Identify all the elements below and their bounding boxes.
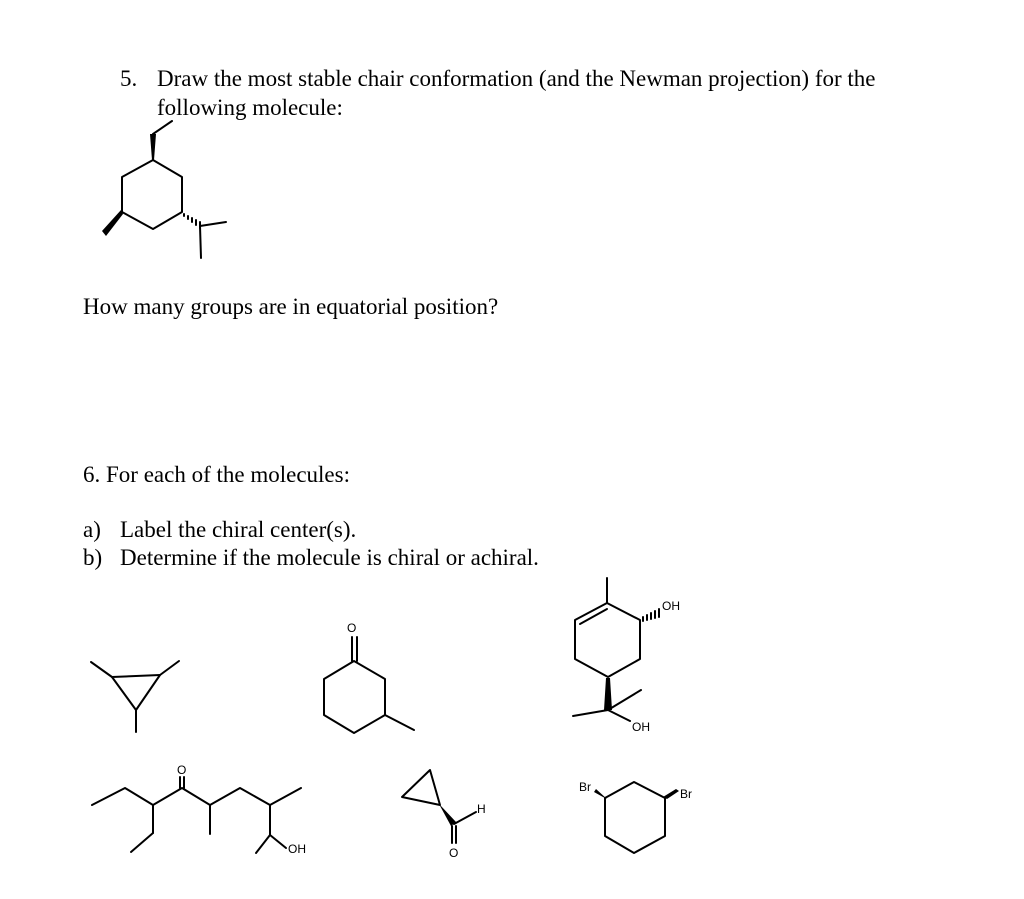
molecule-cyclopropyl-aldehyde xyxy=(402,770,486,860)
q5-top-methyl-bond xyxy=(153,121,172,134)
q5-isopropyl-bond-1 xyxy=(200,222,226,226)
molecule-cyclohexene xyxy=(573,578,680,734)
molecule-dibromocyclohexane xyxy=(579,780,692,853)
atom-label-oh: OH xyxy=(662,599,680,613)
atom-label-o: O xyxy=(177,763,187,777)
part-a-text: Label the chiral center(s). xyxy=(120,517,357,542)
atom-label-o: O xyxy=(347,621,357,635)
dibromocyclohexane-ring xyxy=(605,782,665,853)
part-a-marker: a) xyxy=(83,517,101,542)
molecule-cyclopropane xyxy=(91,661,179,732)
cyclohexanone-ring xyxy=(324,661,385,733)
q5-top-wedge-bond xyxy=(150,134,156,160)
atom-label-oh: OH xyxy=(288,842,306,856)
q5-left-wedge-bond xyxy=(102,210,123,236)
q5-cyclohexane-molecule xyxy=(102,121,226,258)
atom-label-o: O xyxy=(449,846,459,860)
question-5-followup: How many groups are in equatorial position? xyxy=(83,294,499,319)
cyclopropane-ring xyxy=(112,675,160,710)
cyclohexene-ring xyxy=(575,603,640,677)
question-5-prompt-line-2: following molecule: xyxy=(157,95,343,120)
question-6-heading: 6. For each of the molecules: xyxy=(83,462,350,487)
q5-right-hash-bond xyxy=(184,214,200,228)
cyclopropane-aldehyde-ring xyxy=(402,770,440,805)
q5-isopropyl-bond-2 xyxy=(200,226,201,258)
part-b-text: Determine if the molecule is chiral or achiral. xyxy=(120,545,539,570)
molecule-methylcyclohexanone xyxy=(324,621,414,733)
atom-label-h: H xyxy=(477,802,486,816)
part-b-marker: b) xyxy=(83,545,103,570)
molecule-ketone-alcohol-chain xyxy=(92,763,306,856)
atom-label-oh: OH xyxy=(632,720,650,734)
atom-label-br: Br xyxy=(579,780,591,794)
cyclohexene-hash-bond xyxy=(643,609,659,621)
q5-cyclohexane-ring xyxy=(122,160,182,229)
question-5-number: 5. xyxy=(120,66,138,91)
atom-label-br: Br xyxy=(680,787,692,801)
question-5-prompt-line-1: Draw the most stable chair conformation (and the Newman projection) for the xyxy=(157,66,876,91)
